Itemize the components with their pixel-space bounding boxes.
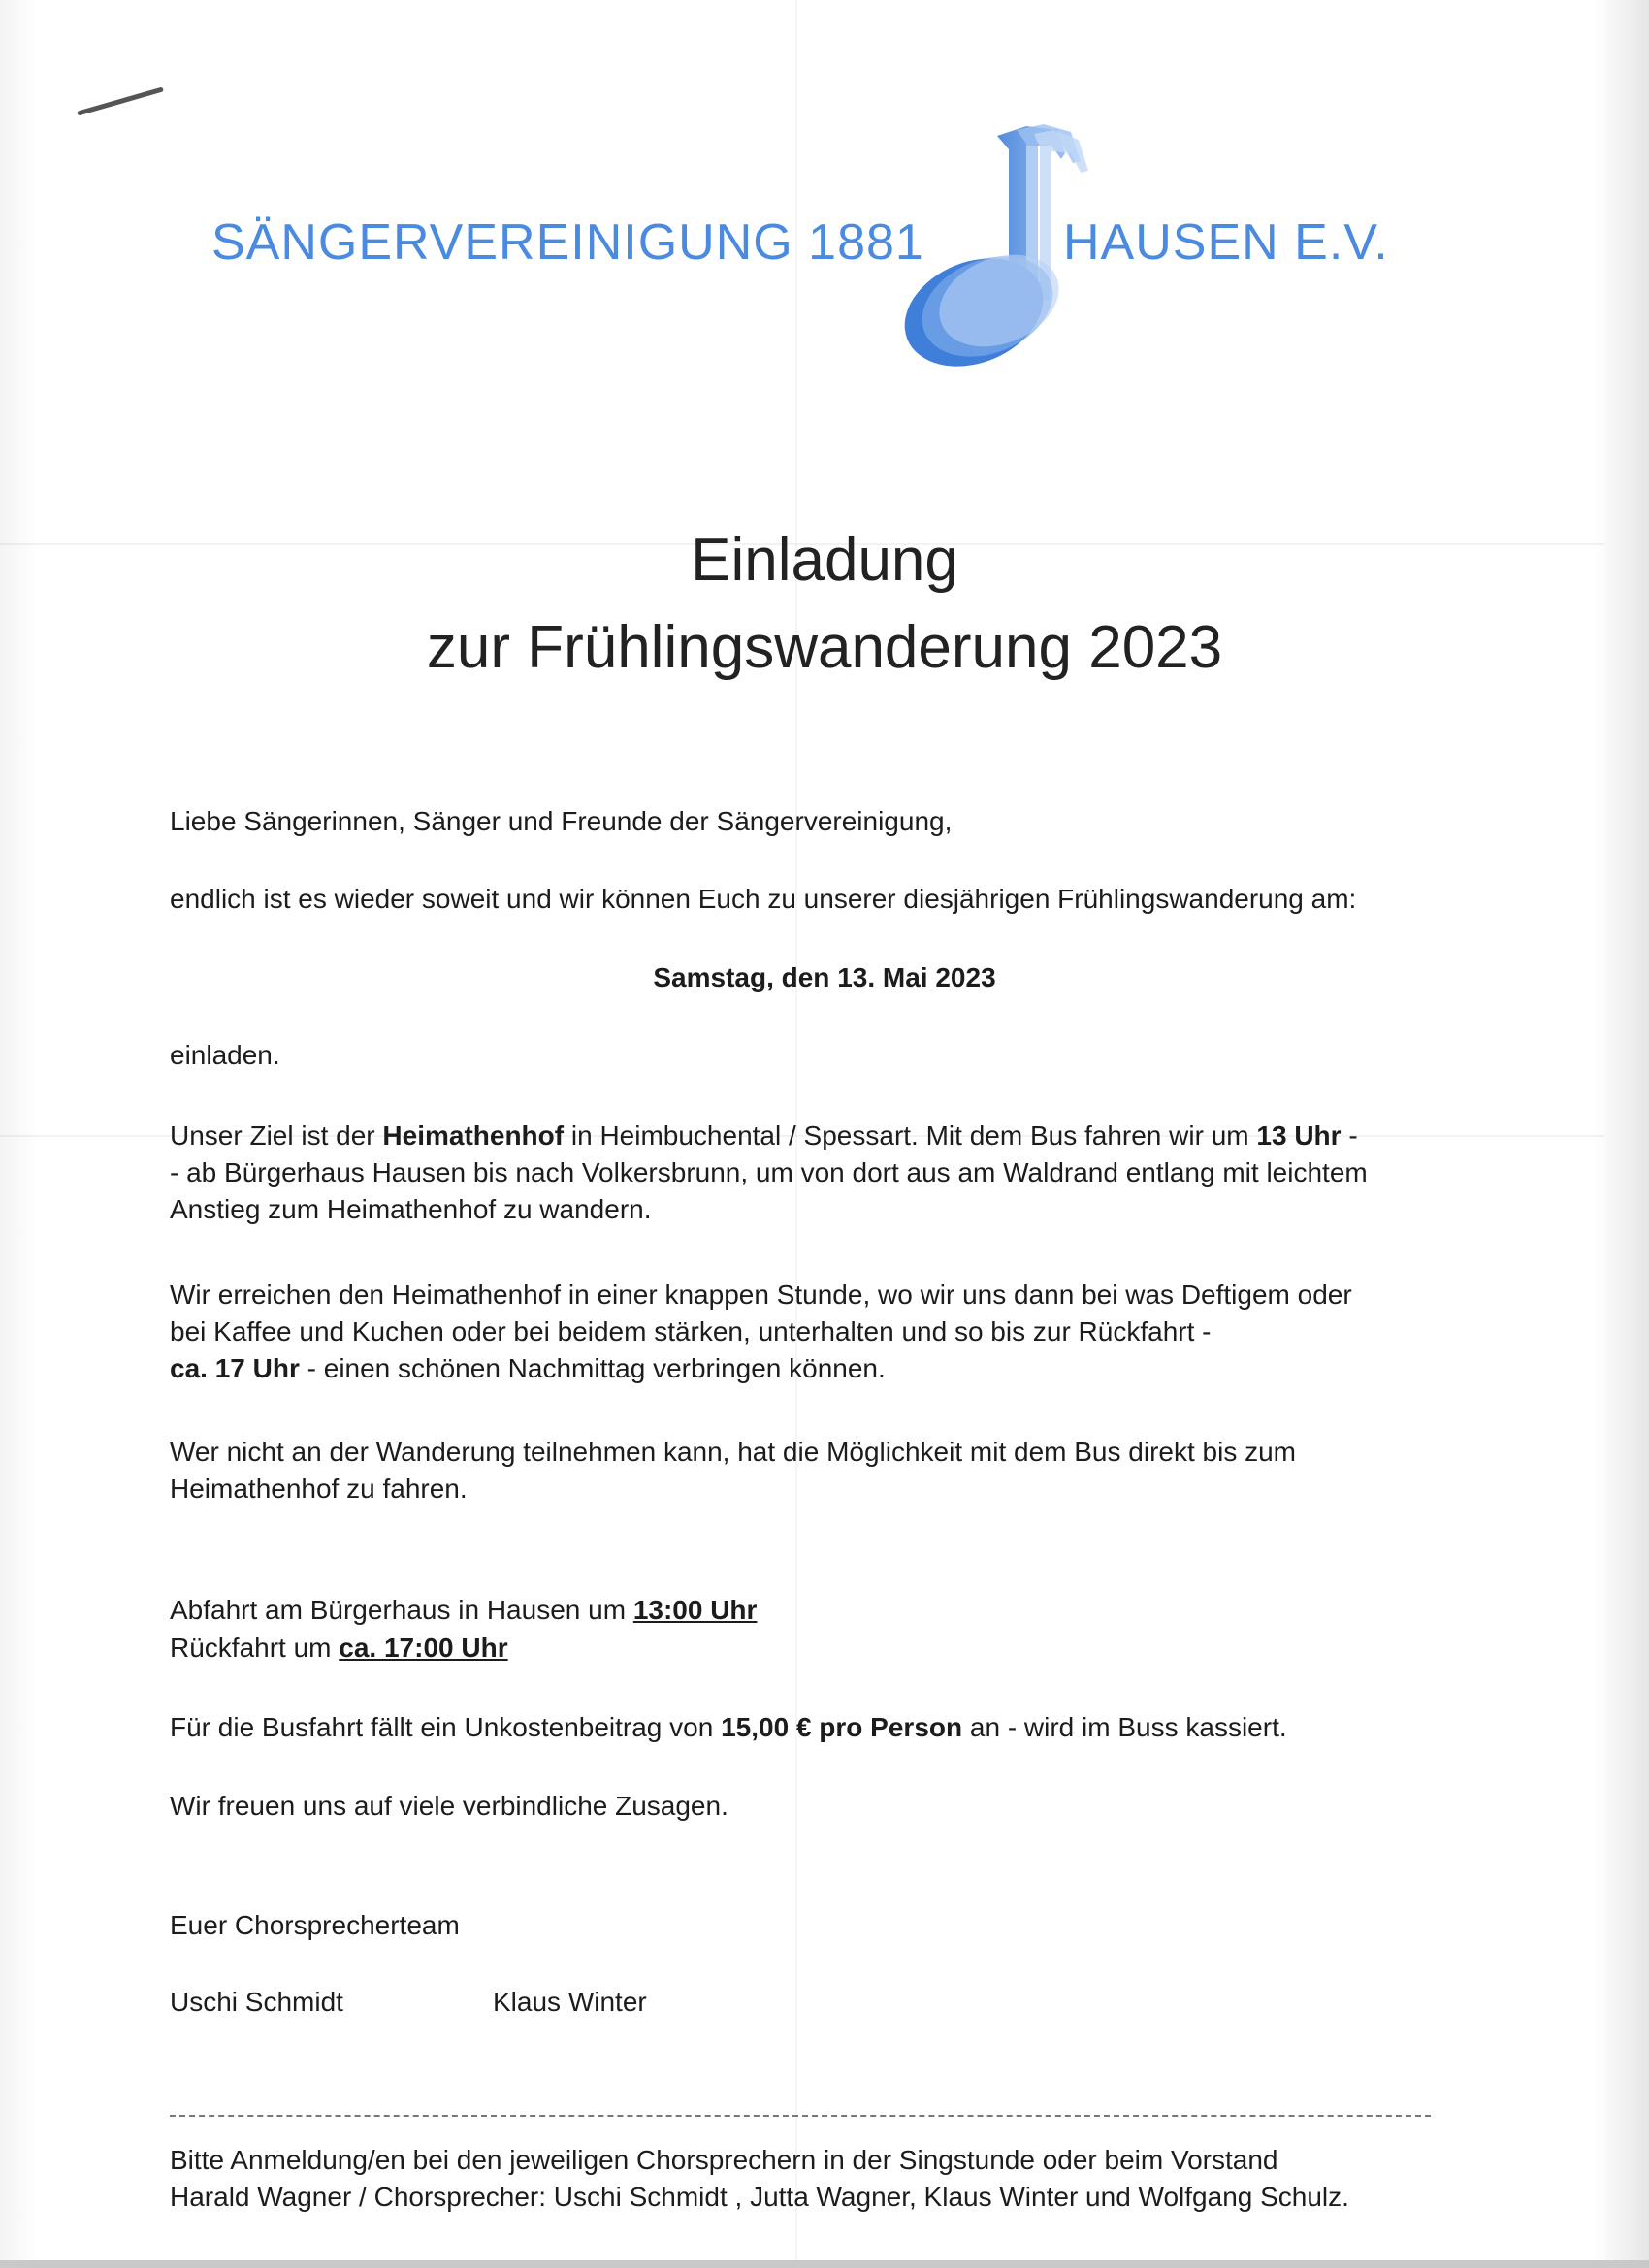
signer-name: Uschi Schmidt: [170, 1987, 343, 2017]
cut-line: [170, 2115, 1431, 2117]
fee-text: Für die Busfahrt fällt ein Unkostenbeitrag von 15,00 € pro Person an - wird im Buss kassiert.: [170, 1712, 1287, 1742]
club-name-left: SÄNGERVEREINIGUNG 1881: [211, 214, 924, 271]
paragraph-bus-option: Wer nicht an der Wanderung teilnehmen kann, hat die Möglichkeit mit dem Bus direkt bis zum Heimathenhof zu fahren.: [170, 1437, 1297, 1504]
club-name-right: HAUSEN E.V.: [1063, 214, 1389, 271]
closing-text: Wir freuen uns auf viele verbindliche Zusagen.: [170, 1791, 728, 1821]
intro-text: endlich ist es wieder soweit und wir können Euch zu unserer diesjährigen Frühlingswanderung am:: [170, 884, 1357, 914]
page-subtitle: zur Frühlingswanderung 2023: [426, 614, 1223, 681]
scan-edge: [0, 2260, 1649, 2268]
paper-edge: [1604, 0, 1649, 2268]
departure-time: Abfahrt am Bürgerhaus in Hausen um 13:00 Uhr: [170, 1595, 758, 1625]
team-label: Euer Chorsprecherteam: [170, 1910, 460, 1940]
paragraph-arrival: Wir erreichen den Heimathenhof in einer knappen Stunde, wo wir uns dann bei was Deftigem oder bei Kaffee und Kuchen oder bei beidem stärken, unterhalten und so bis zur Rückfahrt - ca. 17 Uhr - einen schönen Nachmittag verbringen können.: [170, 1280, 1352, 1383]
paragraph-destination: Unser Ziel ist der Heimathenhof in Heimbuchental / Spessart. Mit dem Bus fahren wir um 13 Uhr - - ab Bürgerhaus Hausen bis nach Volkersbrunn, um von dort aus am Waldrand entlang mit leichtem Anstieg zum Heimathenhof zu wandern.: [170, 1120, 1368, 1224]
page-title: Einladung: [691, 527, 958, 594]
invite-text: einladen.: [170, 1040, 280, 1070]
registration-note: Bitte Anmeldung/en bei den jeweiligen Chorsprechern in der Singstunde oder beim Vorstand Harald Wagner / Chorsprecher: Uschi Schmidt , Jutta Wagner, Klaus Winter und Wolfgang Schulz.: [170, 2145, 1349, 2212]
event-date: Samstag, den 13. Mai 2023: [653, 962, 996, 992]
club-letterhead: [211, 116, 1414, 378]
return-time: Rückfahrt um ca. 17:00 Uhr: [170, 1633, 508, 1663]
signer-name: Klaus Winter: [493, 1987, 647, 2017]
greeting: Liebe Sängerinnen, Sänger und Freunde der Sängervereinigung,: [170, 806, 953, 836]
